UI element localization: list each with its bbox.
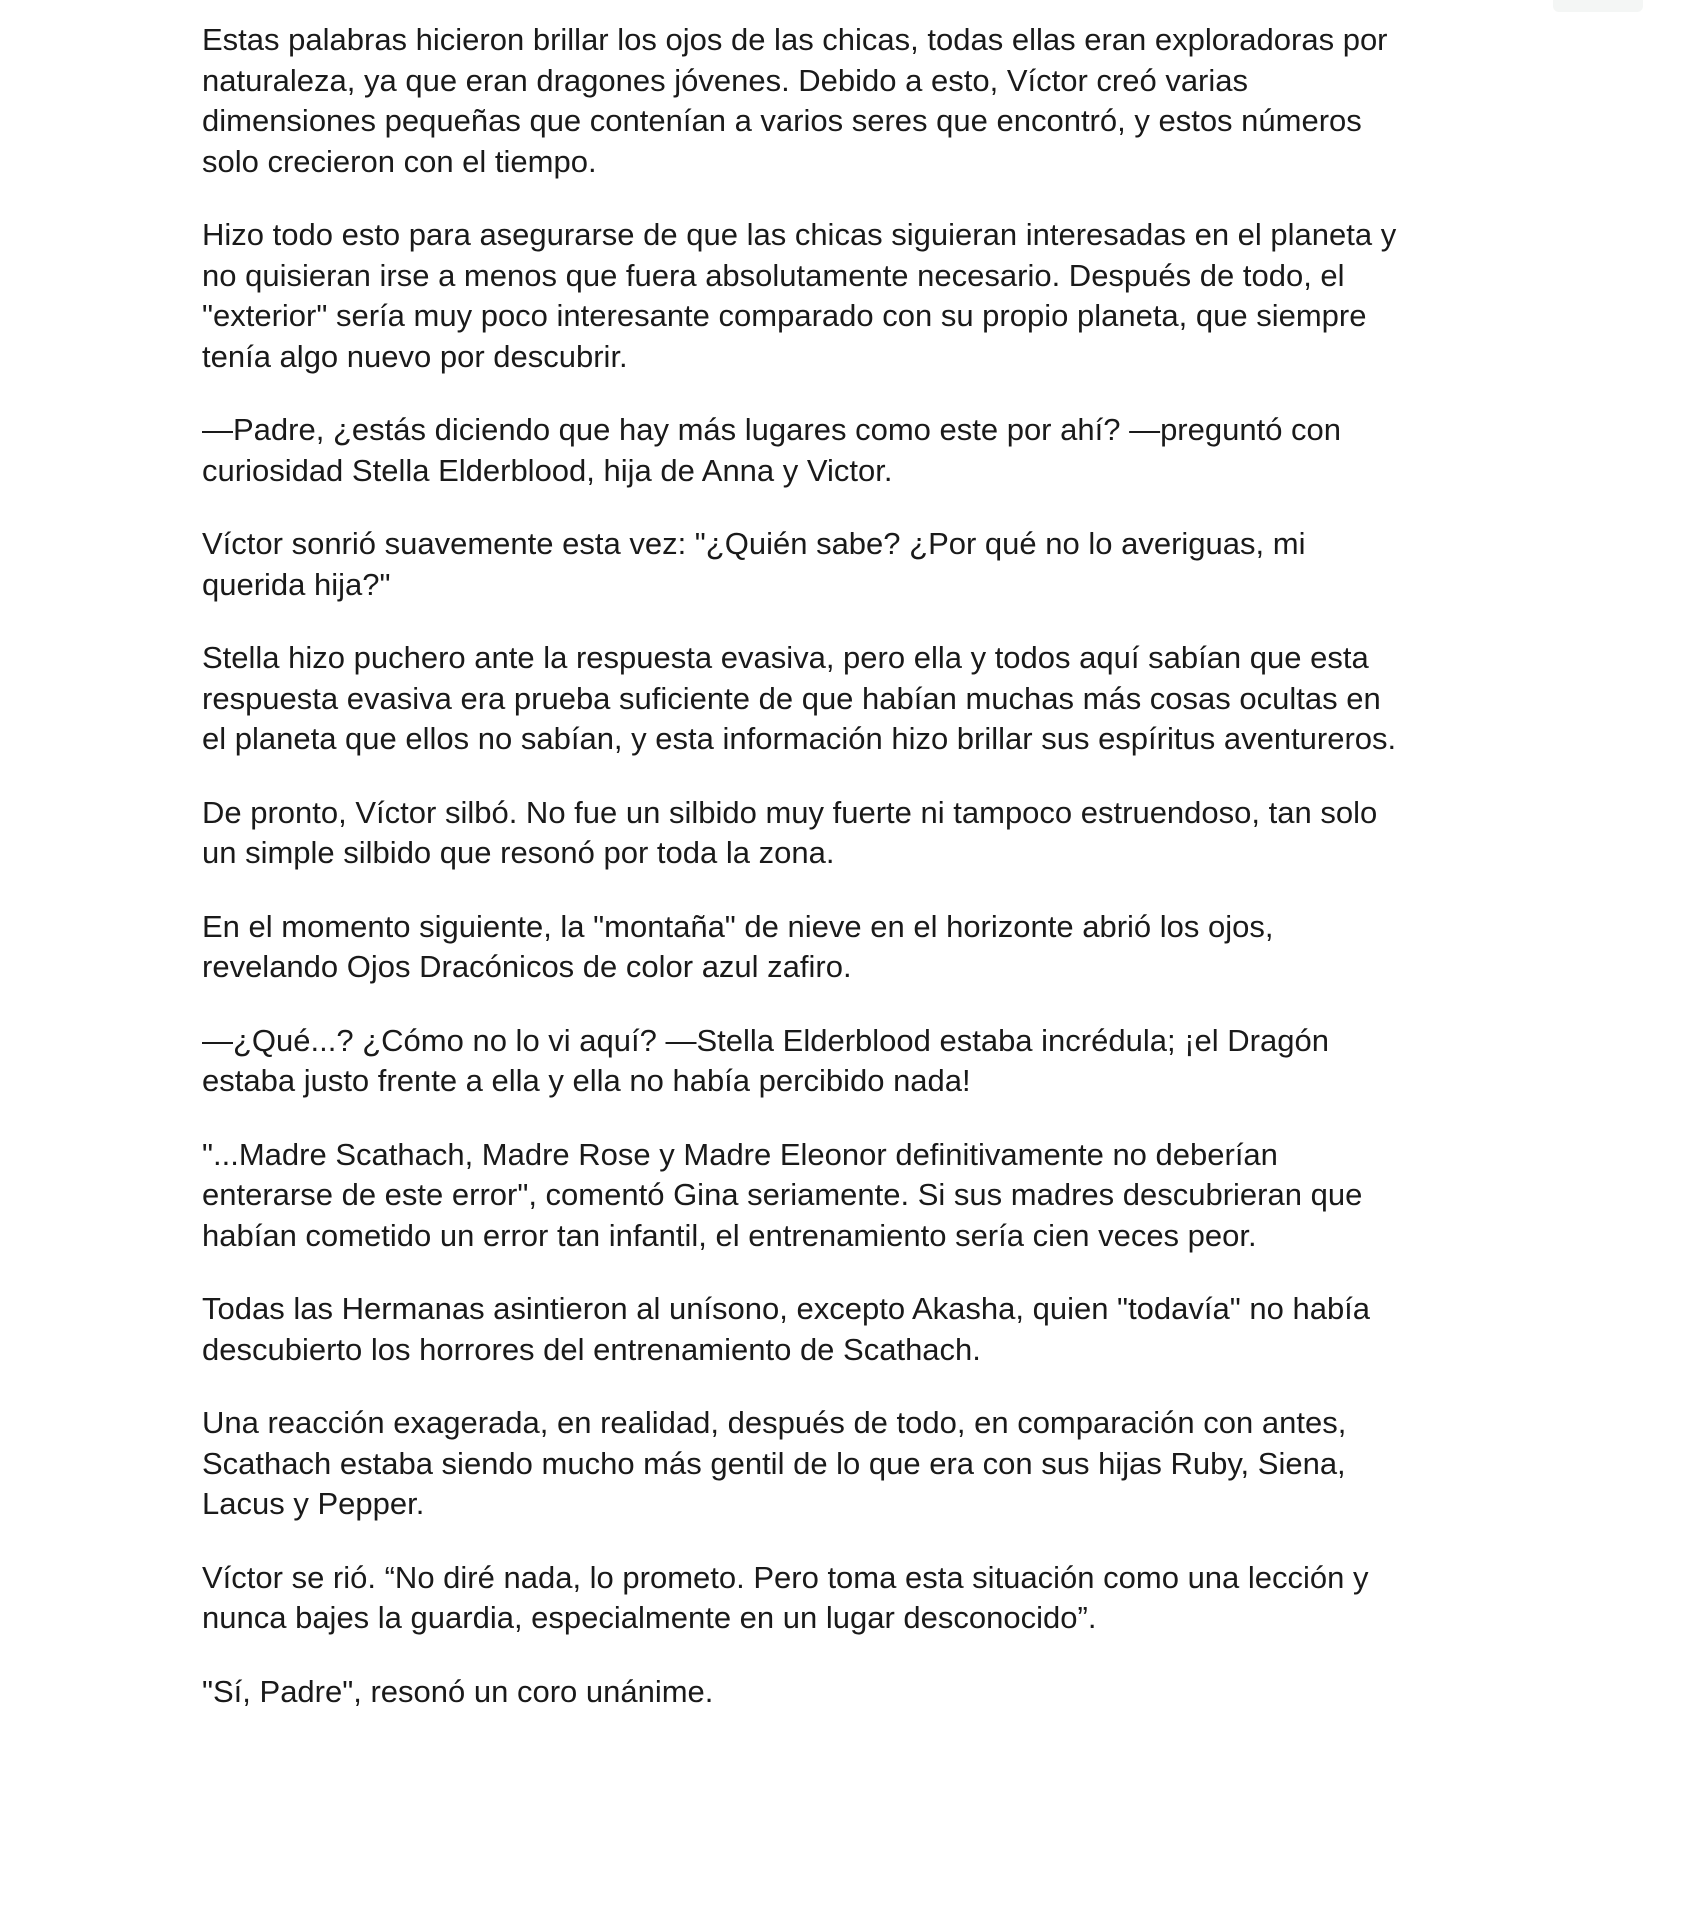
document-page <box>202 20 1522 1745</box>
paragraph: Una reacción exagerada, en realidad, después de todo, en comparación con antes, Scathach estaba siendo mucho más gentil de lo que era con sus hijas Ruby, Siena, Lacus y Pepper. <box>202 1405 1347 1521</box>
paragraph: "...Madre Scathach, Madre Rose y Madre Eleonor definitivamente no deberían enterarse de este error", comentó Gina seriamente. Si sus madres descubrieran que habían cometido un error tan infantil, el entrenamiento sería cien veces peor. <box>202 1136 1363 1253</box>
paragraph: Todas las Hermanas asintieron al unísono, excepto Akasha, quien "todavía" no había descubierto los horrores del entrenamiento de Scathach. <box>202 1291 1371 1367</box>
paragraph: Víctor se rió. “No diré nada, lo prometo. Pero toma esta situación como una lección y nunca bajes la guardia, especialmente en un lugar desconocido”. <box>202 1559 1369 1635</box>
paragraph: Stella hizo puchero ante la respuesta evasiva, pero ella y todos aquí sabían que esta respuesta evasiva era prueba suficiente de que habían muchas más cosas ocultas en el planeta que ellos no sabían, y esta información hizo brillar sus espíritus aventureros. <box>202 640 1397 756</box>
paragraph: En el momento siguiente, la "montaña" de nieve en el horizonte abrió los ojos, revelando Ojos Dracónicos de color azul zafiro. <box>202 908 1274 984</box>
paragraph: —¿Qué...? ¿Cómo no lo vi aquí? —Stella Elderblood estaba incrédula; ¡el Dragón estaba justo frente a ella y ella no había percibido nada! <box>202 1022 1329 1098</box>
page-corner-mark <box>1553 0 1643 12</box>
paragraph: —Padre, ¿estás diciendo que hay más lugares como este por ahí? —preguntó con curiosidad Stella Elderblood, hija de Anna y Victor. <box>202 412 1342 488</box>
paragraph: Víctor sonrió suavemente esta vez: "¿Quién sabe? ¿Por qué no lo averiguas, mi querida hija?" <box>202 526 1306 602</box>
paragraph: "Sí, Padre", resonó un coro unánime. <box>202 1673 714 1709</box>
paragraph: De pronto, Víctor silbó. No fue un silbido muy fuerte ni tampoco estruendoso, tan solo un simple silbido que resonó por toda la zona. <box>202 794 1378 870</box>
paragraph: Estas palabras hicieron brillar los ojos de las chicas, todas ellas eran exploradoras por naturaleza, ya que eran dragones jóvenes. Debido a esto, Víctor creó varias dimensiones pequeñas que contenían a varios seres que encontró, y estos números solo crecieron con el tiempo. <box>202 22 1388 179</box>
paragraph: Hizo todo esto para asegurarse de que las chicas siguieran interesadas en el planeta y no quisieran irse a menos que fuera absolutamente necesario. Después de todo, el "exterior" sería muy poco interesante comparado con su propio planeta, que siempre tenía algo nuevo por descubrir. <box>202 217 1397 374</box>
